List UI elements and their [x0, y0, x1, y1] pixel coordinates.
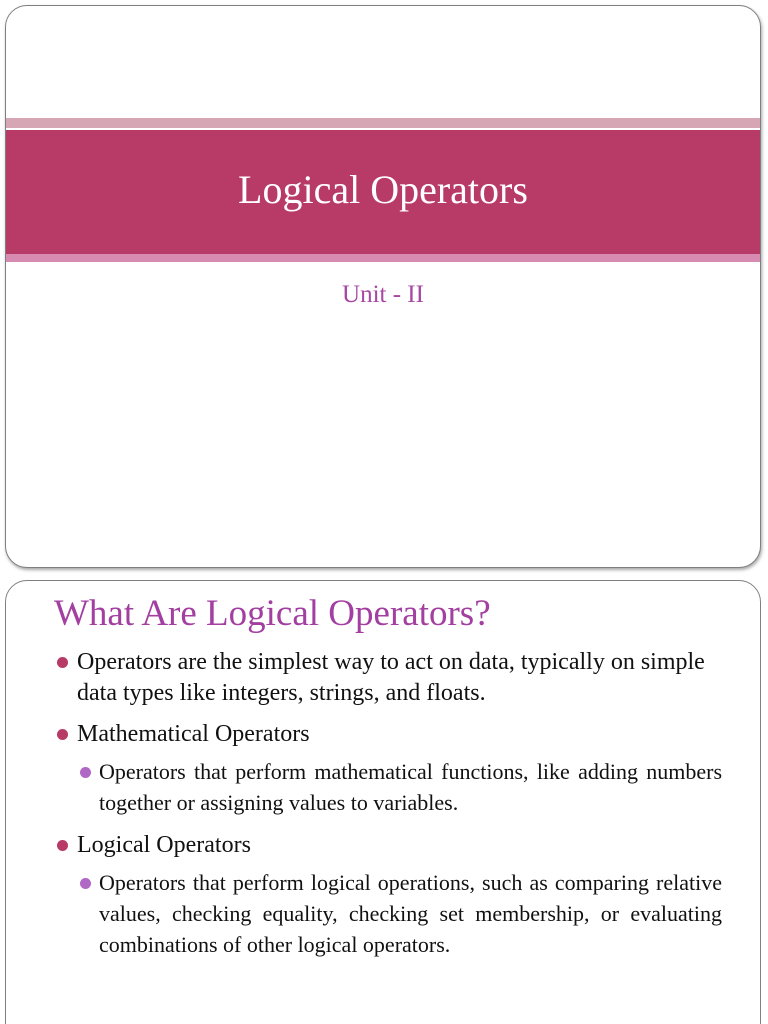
sub-bullet-icon — [80, 767, 91, 778]
title-band-top-stripe — [6, 118, 760, 128]
slide-subtitle: Unit - II — [342, 281, 424, 308]
sub-list-item-text: Operators that perform mathematical functions, like adding numbers together or assigning values to variables. — [99, 759, 722, 815]
sub-list-item — [77, 756, 722, 818]
list-item — [54, 719, 722, 750]
bullet-icon — [57, 729, 68, 740]
bullet-list — [54, 647, 722, 972]
bullet-icon — [57, 657, 68, 668]
slide-title: Logical Operators — [238, 167, 528, 212]
sub-bullet-icon — [80, 878, 91, 889]
list-item-text: Logical Operators — [77, 832, 251, 858]
sub-list-item — [77, 867, 722, 960]
list-item-text: Mathematical Operators — [77, 721, 310, 747]
list-item-text: Operators are the simplest way to act on data, typically on simple data types like integers, strings, and floats. — [77, 649, 705, 706]
bullet-icon — [57, 840, 68, 851]
list-item — [54, 647, 722, 709]
title-slide — [5, 5, 761, 568]
title-band-bottom-stripe — [6, 254, 760, 262]
list-item — [54, 830, 722, 861]
content-slide — [5, 580, 761, 1024]
sub-list-item-text: Operators that perform logical operations, such as comparing relative values, checking equality, checking set membership, or evaluating combinations of other logical operators. — [99, 870, 722, 957]
slide-heading: What Are Logical Operators? — [54, 593, 491, 634]
